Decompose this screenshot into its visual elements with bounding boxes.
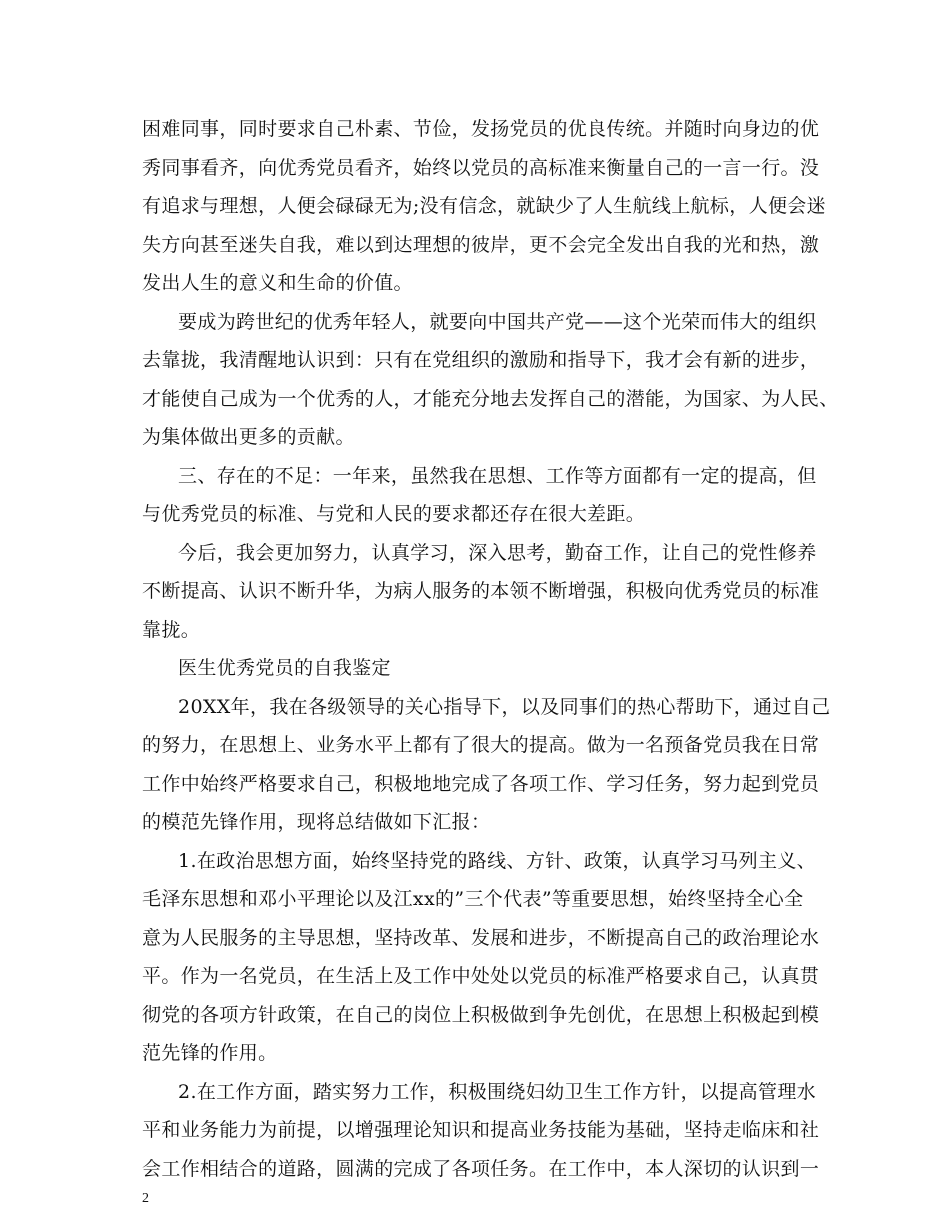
text-line: 发出人生的意义和生命的价值。 <box>142 272 413 294</box>
text-line: 2.在工作方面，踏实努力工作，积极围绕妇幼卫生工作方针，以提高管理水 <box>178 1081 817 1103</box>
text-line: 有追求与理想，人便会碌碌无为;没有信念，就缺少了人生航线上航标，人便会迷 <box>142 195 827 217</box>
text-line: 去靠拢，我清醒地认识到：只有在党组织的激励和指导下，我才会有新的进步， <box>142 349 820 371</box>
text-line: 今后，我会更加努力，认真学习，深入思考，勤奋工作，让自己的党性修养 <box>178 542 817 564</box>
text-line: 彻党的各项方针政策，在自己的岗位上积极做到争先创优，在思想上积极起到模 <box>142 1004 820 1026</box>
text-line: 不断提高、认识不断升华，为病人服务的本领不断增强，积极向优秀党员的标准 <box>142 580 820 602</box>
text-line: 毛泽东思想和邓小平理论以及江xx的”三个代表”等重要思想，始终坚持全心全 <box>142 888 804 910</box>
text-line: 困难同事，同时要求自己朴素、节俭，发扬党员的优良传统。并随时向身边的优 <box>142 118 820 140</box>
text-line: 20XX年，我在各级领导的关心指导下，以及同事们的热心帮助下，通过自己 <box>178 696 831 718</box>
text-line: 意为人民服务的主导思想，坚持改革、发展和进步，不断提高自己的政治理论水 <box>142 927 820 949</box>
text-line: 的模范先锋作用，现将总结做如下汇报： <box>142 811 491 833</box>
text-line: 为集体做出更多的贡献。 <box>142 426 355 448</box>
text-line: 与优秀党员的标准、与党和人民的要求都还存在很大差距。 <box>142 503 646 525</box>
text-line: 1.在政治思想方面，始终坚持党的路线、方针、政策，认真学习马列主义、 <box>178 850 817 872</box>
text-line: 范先锋的作用。 <box>142 1042 278 1064</box>
text-line: 秀同事看齐，向优秀党员看齐，始终以党员的高标准来衡量自己的一言一行。没 <box>142 157 820 179</box>
text-line: 工作中始终严格要求自己，积极地地完成了各项工作、学习任务，努力起到党员 <box>142 773 820 795</box>
page-number: 2 <box>142 1191 149 1206</box>
text-line: 的努力，在思想上、业务水平上都有了很大的提高。做为一名预备党员我在日常 <box>142 734 820 756</box>
text-line: 要成为跨世纪的优秀年轻人，就要向中国共产党——这个光荣而伟大的组织 <box>178 311 817 333</box>
text-line: 三、存在的不足：一年来，虽然我在思想、工作等方面都有一定的提高，但 <box>178 465 817 487</box>
text-line: 失方向甚至迷失自我，难以到达理想的彼岸，更不会完全发出自我的光和热，激 <box>142 234 820 256</box>
section-heading: 医生优秀党员的自我鉴定 <box>178 657 391 679</box>
text-line: 才能使自己成为一个优秀的人，才能充分地去发挥自己的潜能，为国家、为人民、 <box>142 388 839 410</box>
text-line: 靠拢。 <box>142 619 201 641</box>
text-line: 平和业务能力为前提，以增强理论知识和提高业务技能为基础，坚持走临床和社 <box>142 1119 820 1141</box>
text-line: 会工作相结合的道路，圆满的完成了各项任务。在工作中，本人深切的认识到一 <box>142 1158 820 1180</box>
text-line: 平。作为一名党员，在生活上及工作中处处以党员的标准严格要求自己，认真贯 <box>142 965 820 987</box>
